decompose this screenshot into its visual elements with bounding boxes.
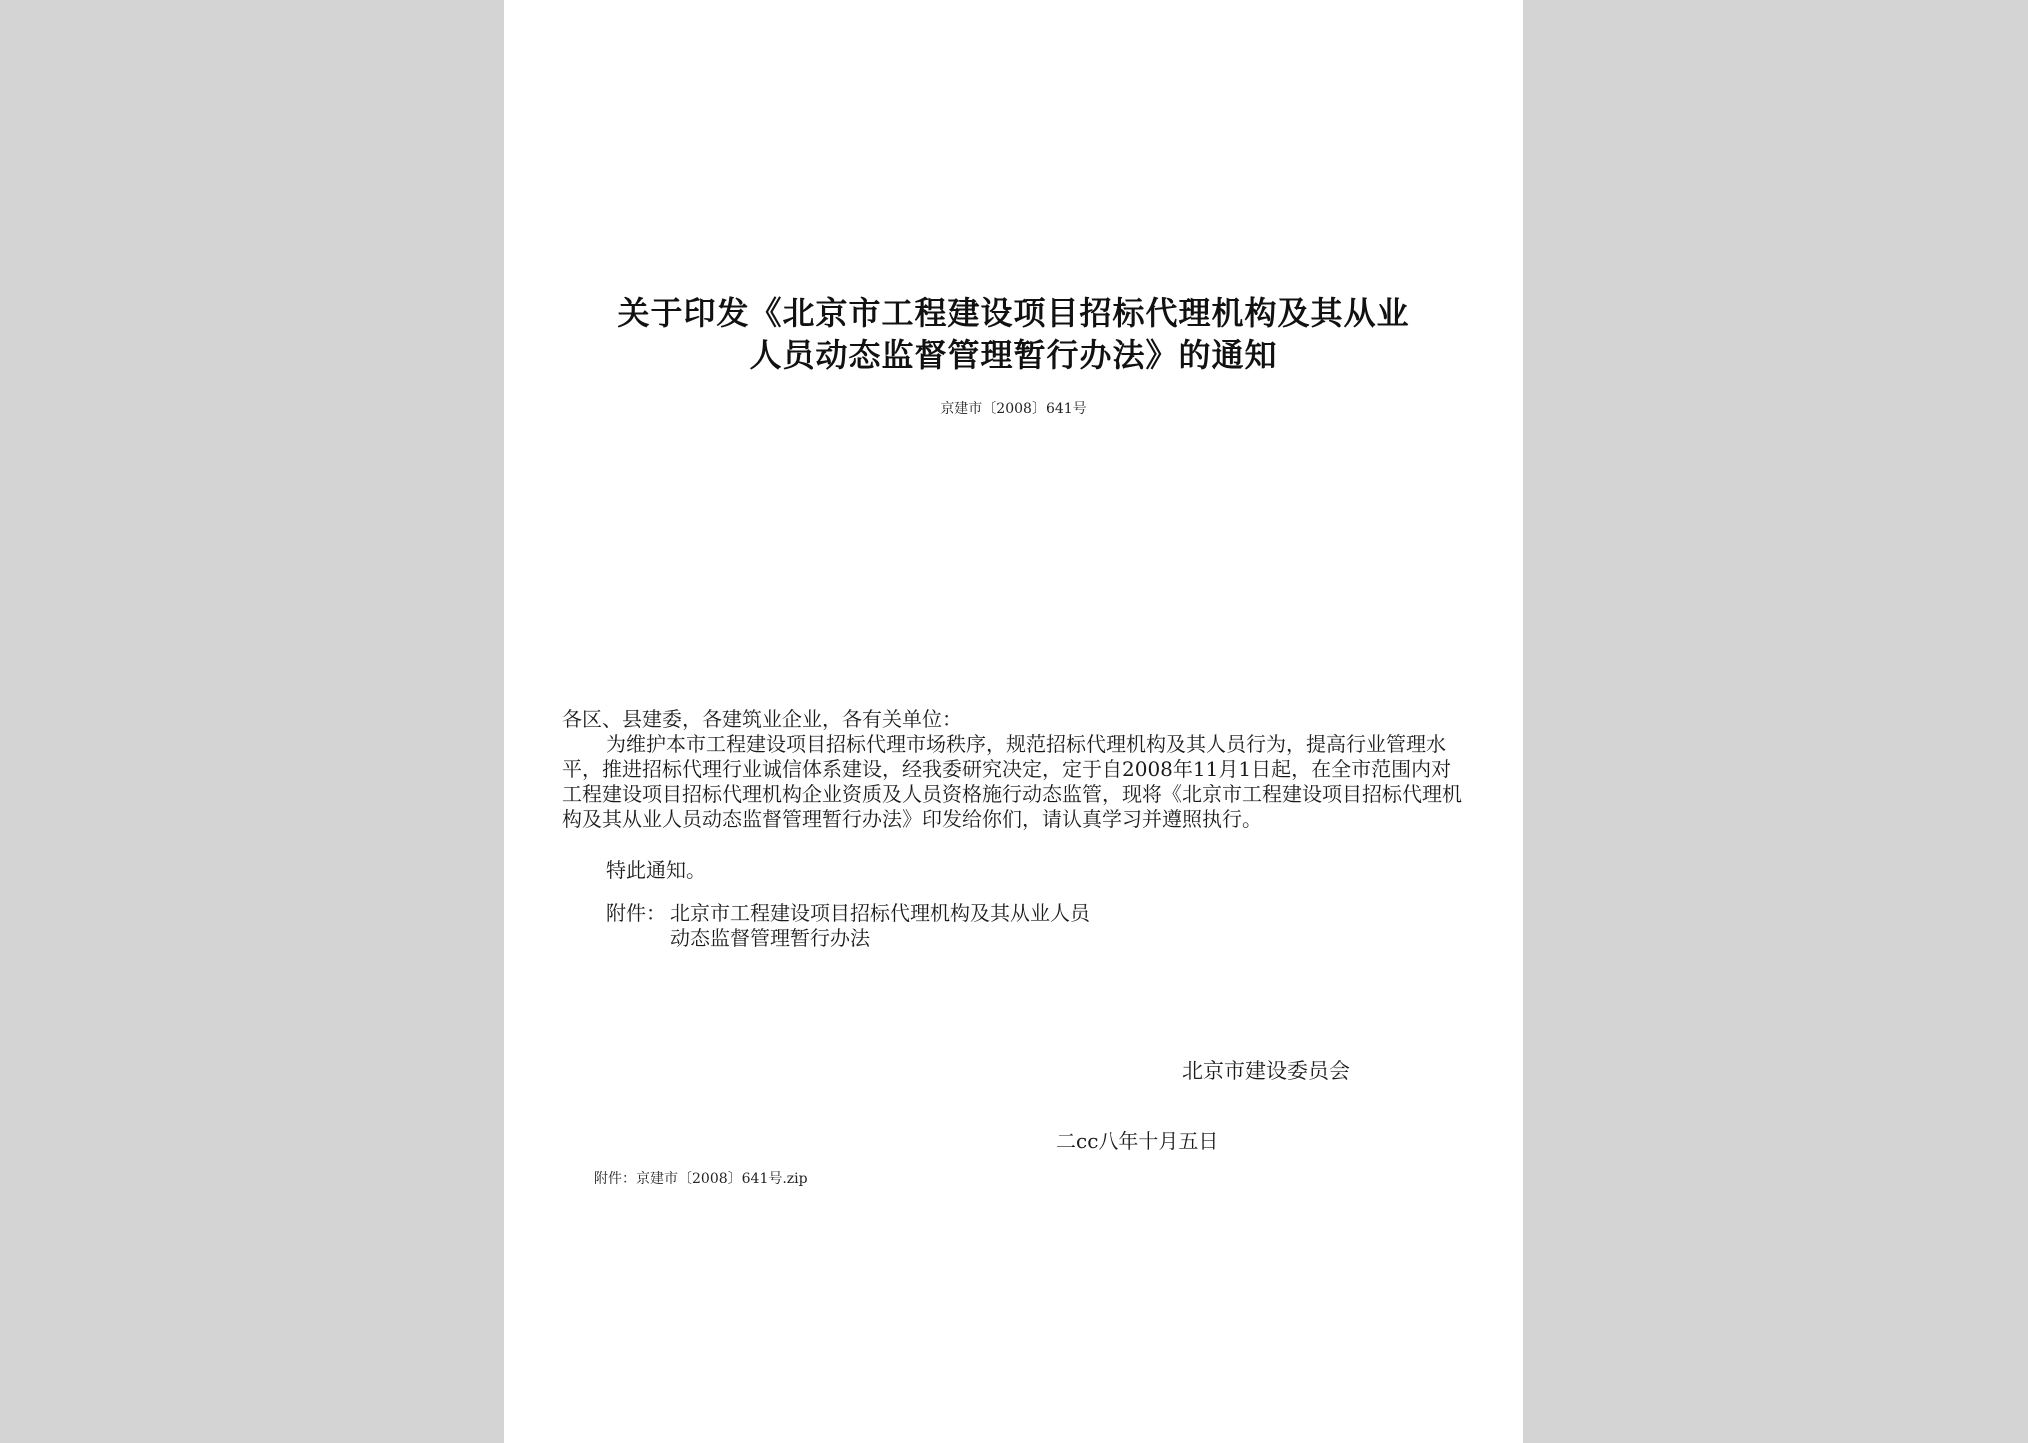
attachment-title-line1: 北京市工程建设项目招标代理机构及其从业人员 [670, 901, 1090, 925]
body-paragraph-text: 为维护本市工程建设项目招标代理市场秩序，规范招标代理机构及其人员行为，提高行业管理水平，推进招标代理行业诚信体系建设，经我委研究决定，定于自2008年11月1日起，在全市范围内对工程建设项目招标代理机构企业资质及人员资格施行动态监管，现将《北京市工程建设项目招标代理机构及其从业人员动态监督管理暂行办法》印发给你们，请认真学习并遵照执行。 [562, 732, 1462, 831]
closing-remark: 特此通知。 [606, 858, 706, 882]
attachment-label: 附件： [606, 901, 666, 925]
document-number: 京建市〔2008〕641号 [940, 401, 1087, 417]
document-title-line1: 关于印发《北京市工程建设项目招标代理机构及其从业 [617, 294, 1410, 332]
addressee: 各区、县建委，各建筑业企业，各有关单位： [562, 707, 962, 731]
document-page [504, 0, 1523, 1443]
file-attachment [594, 1168, 808, 1188]
file-attachment-label: 附件： [594, 1171, 636, 1187]
attachment-title-line2: 动态监督管理暂行办法 [670, 926, 870, 950]
document-title-line2: 人员动态监督管理暂行办法》的通知 [749, 336, 1278, 374]
body-paragraph [562, 732, 1462, 832]
file-attachment-link[interactable]: 京建市〔2008〕641号.zip [636, 1171, 808, 1187]
issue-date: 二cc八年十月五日 [1056, 1129, 1219, 1153]
signer: 北京市建设委员会 [1182, 1059, 1350, 1083]
